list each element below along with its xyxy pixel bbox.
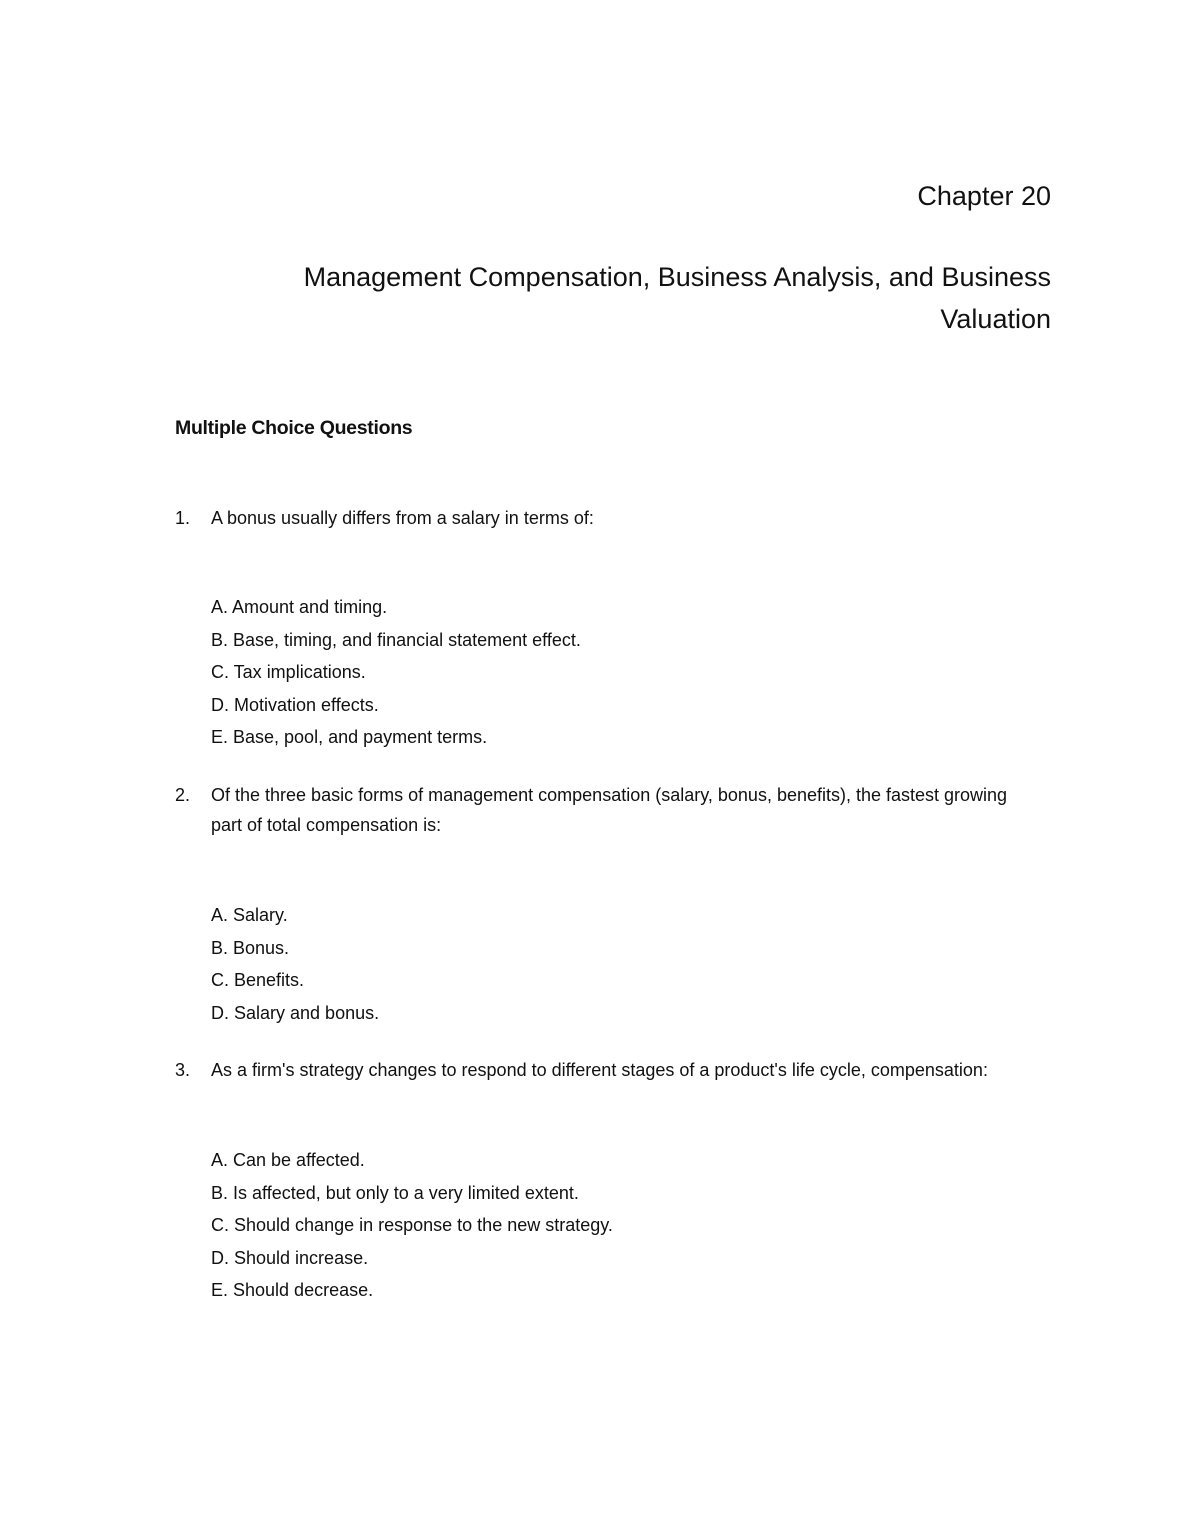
section-heading: Multiple Choice Questions: [175, 417, 413, 439]
question-number: 1.: [175, 508, 191, 528]
question-text: Of the three basic forms of management compensation (salary, bonus, benefits), the fastest growing part of total compensation is:: [211, 785, 1008, 835]
answer-option-d: D. Salary and bonus.: [211, 1002, 380, 1023]
question-text: A bonus usually differs from a salary in terms of:: [211, 508, 594, 528]
answer-option-b: B. Is affected, but only to a very limited extent.: [211, 1182, 579, 1203]
question-text: As a firm's strategy changes to respond to different stages of a product's life cycle, compensation:: [211, 1060, 988, 1080]
answer-options: [175, 899, 1025, 1029]
answer-option-a: A. Amount and timing.: [211, 597, 388, 617]
answer-option-c: C. Benefits.: [211, 970, 305, 991]
question-stem: [175, 503, 1025, 533]
chapter-label: Chapter 20: [917, 181, 1051, 211]
answer-option-c: C. Tax implications.: [211, 662, 366, 683]
answer-option-b: B. Bonus.: [211, 937, 290, 958]
chapter-title: Management Compensation, Business Analysis, and Business Valuation: [303, 262, 1051, 334]
answer-option-d: D. Motivation effects.: [211, 694, 379, 715]
answer-option-e: E. Should decrease.: [211, 1280, 374, 1301]
question-stem: [175, 780, 1025, 840]
answer-options: [175, 1144, 1025, 1307]
question-2: [175, 780, 1025, 1029]
question-1: [175, 503, 1025, 754]
question-number: 3.: [175, 1060, 191, 1080]
question-number: 2.: [175, 785, 191, 805]
answer-option-b: B. Base, timing, and financial statement effect.: [211, 629, 581, 650]
answer-option-a: A. Salary.: [211, 905, 288, 925]
answer-option-a: A. Can be affected.: [211, 1150, 365, 1170]
answer-option-e: E. Base, pool, and payment terms.: [211, 727, 488, 748]
question-stem: [175, 1055, 1025, 1085]
answer-option-c: C. Should change in response to the new strategy.: [211, 1215, 613, 1236]
answer-option-d: D. Should increase.: [211, 1247, 369, 1268]
question-3: [175, 1055, 1025, 1307]
answer-options: [175, 591, 1025, 754]
